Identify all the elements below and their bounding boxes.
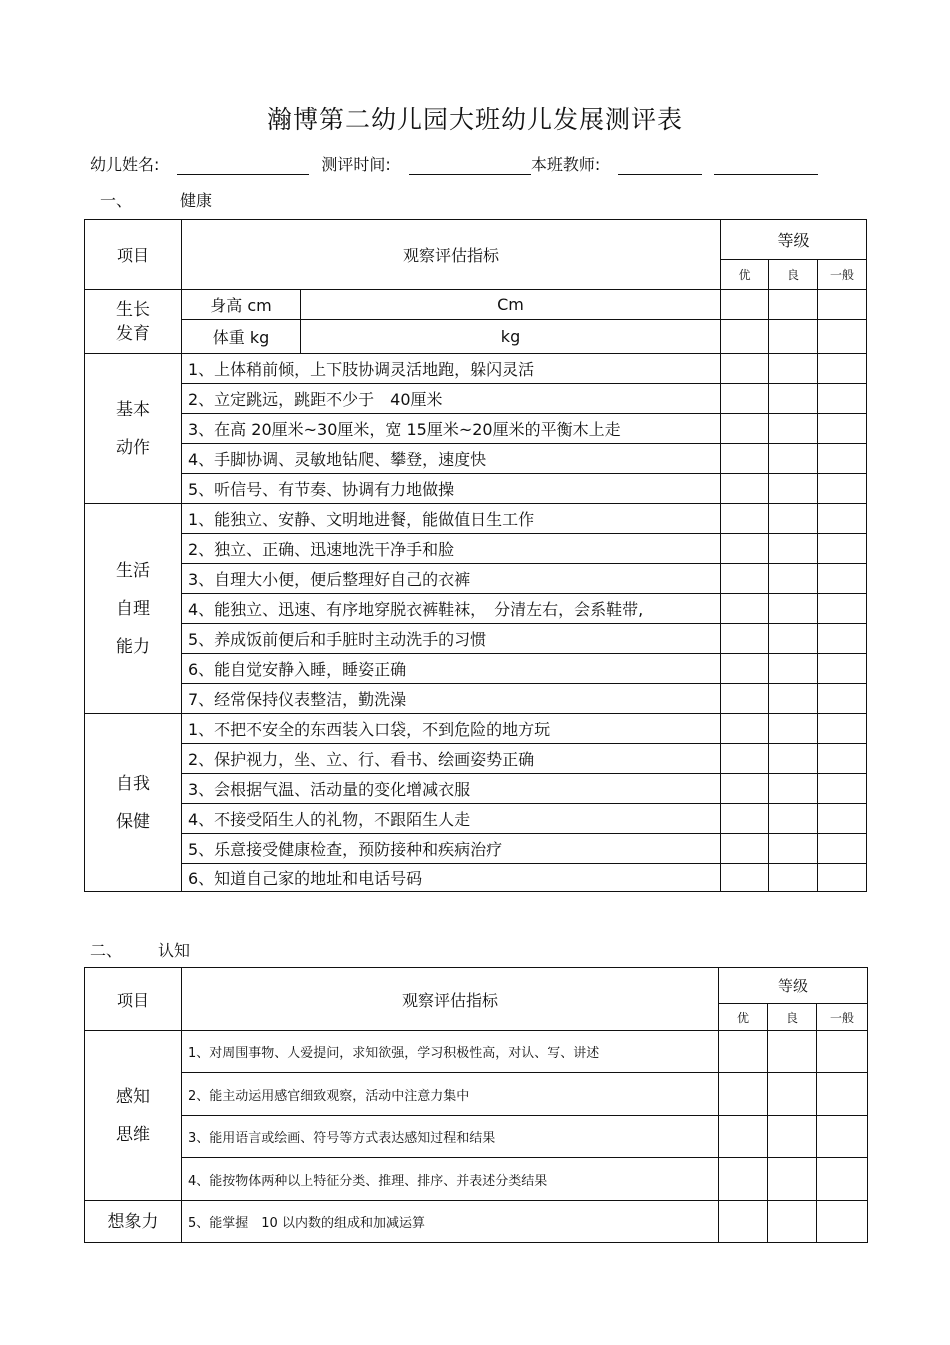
- grade-cell[interactable]: [721, 444, 769, 474]
- grade-cell[interactable]: [721, 354, 769, 384]
- grade-cell[interactable]: [818, 594, 867, 624]
- grade-cell[interactable]: [769, 504, 818, 534]
- indicator-item: 2、立定跳远，跳距不少于 40厘米: [182, 384, 721, 414]
- indicator-item: 6、知道自己家的地址和电话号码: [182, 864, 721, 892]
- grade-cell[interactable]: [818, 624, 867, 654]
- grade-cell[interactable]: [769, 834, 818, 864]
- grade-cell[interactable]: [721, 714, 769, 744]
- group-label: 自我 保健: [85, 714, 182, 892]
- grade-cell[interactable]: [769, 744, 818, 774]
- grade-excellent: 优: [719, 1004, 768, 1031]
- grade-cell[interactable]: [721, 804, 769, 834]
- indicator-item: 5、乐意接受健康检查，预防接种和疾病治疗: [182, 834, 721, 864]
- grade-cell[interactable]: [769, 624, 818, 654]
- grade-cell[interactable]: [818, 714, 867, 744]
- grade-cell[interactable]: [817, 1031, 868, 1073]
- section-1-name: 健康: [180, 191, 213, 210]
- grade-cell[interactable]: [721, 564, 769, 594]
- indicator-item: 7、经常保持仪表整洁，勤洗澡: [182, 684, 721, 714]
- group-label-growth: 生长 发育: [85, 290, 182, 354]
- grade-cell[interactable]: [768, 1073, 817, 1116]
- grade-average: 一般: [817, 1004, 868, 1031]
- grade-cell[interactable]: [721, 624, 769, 654]
- teacher-label: 本班教师:: [530, 155, 601, 174]
- grade-cell[interactable]: [769, 384, 818, 414]
- grade-cell[interactable]: [721, 504, 769, 534]
- grade-cell[interactable]: [769, 290, 818, 320]
- grade-cell[interactable]: [818, 534, 867, 564]
- grade-cell[interactable]: [769, 474, 818, 504]
- grade-cell[interactable]: [769, 594, 818, 624]
- grade-cell[interactable]: [818, 354, 867, 384]
- grade-cell[interactable]: [769, 864, 818, 892]
- eval-time-label: 测评时间:: [321, 155, 391, 174]
- indicator-item: 4、不接受陌生人的礼物，不跟陌生人走: [182, 804, 721, 834]
- grade-cell[interactable]: [768, 1031, 817, 1073]
- header-grade: 等级: [721, 220, 867, 260]
- child-name-field[interactable]: [177, 156, 309, 175]
- grade-cell[interactable]: [818, 414, 867, 444]
- indicator-item: 5、养成饭前便后和手脏时主动洗手的习惯: [182, 624, 721, 654]
- section-2-name: 认知: [158, 941, 191, 960]
- grade-cell[interactable]: [818, 384, 867, 414]
- grade-cell[interactable]: [721, 744, 769, 774]
- header-indicator: 观察评估指标: [182, 220, 721, 290]
- indicator-item: 5、能掌握 10 以内数的组成和加减运算: [182, 1201, 719, 1243]
- grade-cell[interactable]: [721, 534, 769, 564]
- grade-cell[interactable]: [721, 774, 769, 804]
- indicator-item: 4、手脚协调、灵敏地钻爬、攀登，速度快: [182, 444, 721, 474]
- grade-cell[interactable]: [818, 290, 867, 320]
- grade-cell[interactable]: [768, 1116, 817, 1158]
- grade-cell[interactable]: [769, 654, 818, 684]
- indicator-item: 4、能独立、迅速、有序地穿脱衣裤鞋袜， 分清左右，会系鞋带,: [182, 594, 721, 624]
- eval-time-field[interactable]: [409, 156, 531, 175]
- grade-cell[interactable]: [769, 444, 818, 474]
- grade-cell[interactable]: [818, 564, 867, 594]
- header-item: 项目: [85, 968, 182, 1031]
- indicator-item: 2、能主动运用感官细致观察，活动中注意力集中: [182, 1073, 719, 1116]
- grade-cell[interactable]: [769, 354, 818, 384]
- teacher-field-1[interactable]: [618, 156, 702, 175]
- indicator-item: 2、独立、正确、迅速地洗干净手和脸: [182, 534, 721, 564]
- health-table: [84, 219, 867, 892]
- grade-cell[interactable]: [817, 1201, 868, 1243]
- grade-good: 良: [769, 260, 818, 290]
- indicator-item: 2、保护视力，坐、立、行、看书、绘画姿势正确: [182, 744, 721, 774]
- grade-cell[interactable]: [769, 804, 818, 834]
- header-indicator: 观察评估指标: [182, 968, 719, 1031]
- grade-cell[interactable]: [721, 320, 769, 354]
- page-title: 瀚博第二幼儿园大班幼儿发展测评表: [266, 105, 683, 134]
- group-label: 感知 思维: [85, 1031, 182, 1201]
- grade-cell[interactable]: [769, 564, 818, 594]
- grade-excellent: 优: [721, 260, 769, 290]
- grade-cell[interactable]: [818, 774, 867, 804]
- section-2-number: 二、: [90, 941, 123, 960]
- child-name-label: 幼儿姓名:: [90, 155, 160, 174]
- grade-cell[interactable]: [721, 654, 769, 684]
- grade-cell[interactable]: [719, 1158, 768, 1201]
- header-item: 项目: [85, 220, 182, 290]
- grade-good: 良: [768, 1004, 817, 1031]
- grade-cell[interactable]: [721, 834, 769, 864]
- grade-average: 一般: [818, 260, 867, 290]
- indicator-item: 4、能按物体两种以上特征分类、推理、排序、并表述分类结果: [182, 1158, 719, 1201]
- group-label: 生活 自理 能力: [85, 504, 182, 714]
- grade-cell[interactable]: [769, 534, 818, 564]
- info-line: [90, 152, 818, 175]
- grade-cell[interactable]: [818, 654, 867, 684]
- grade-cell[interactable]: [818, 834, 867, 864]
- indicator-item: 3、会根据气温、活动量的变化增减衣服: [182, 774, 721, 804]
- grade-cell[interactable]: [721, 290, 769, 320]
- indicator-item: 1、上体稍前倾，上下肢协调灵活地跑，躲闪灵活: [182, 354, 721, 384]
- grade-cell[interactable]: [818, 320, 867, 354]
- grade-cell[interactable]: [719, 1031, 768, 1073]
- header-grade: 等级: [719, 968, 868, 1004]
- grade-cell[interactable]: [769, 714, 818, 744]
- grade-cell[interactable]: [818, 804, 867, 834]
- grade-cell[interactable]: [818, 744, 867, 774]
- grade-cell[interactable]: [721, 864, 769, 892]
- grade-cell[interactable]: [817, 1073, 868, 1116]
- teacher-field-2[interactable]: [714, 156, 818, 175]
- grade-cell[interactable]: [721, 684, 769, 714]
- grade-cell[interactable]: [719, 1116, 768, 1158]
- growth-height-unit: Cm: [301, 290, 721, 320]
- grade-cell[interactable]: [769, 774, 818, 804]
- grade-cell[interactable]: [817, 1116, 868, 1158]
- grade-cell[interactable]: [769, 684, 818, 714]
- section-1-number: 一、: [100, 191, 133, 210]
- section-2-heading: [90, 938, 190, 961]
- indicator-item: 3、能用语言或绘画、符号等方式表达感知过程和结果: [182, 1116, 719, 1158]
- indicator-item: 1、不把不安全的东西装入口袋，不到危险的地方玩: [182, 714, 721, 744]
- grade-cell[interactable]: [719, 1201, 768, 1243]
- grade-cell[interactable]: [721, 414, 769, 444]
- grade-cell[interactable]: [817, 1158, 868, 1201]
- grade-cell[interactable]: [721, 594, 769, 624]
- grade-cell[interactable]: [818, 684, 867, 714]
- indicator-item: 1、对周围事物、人爱提问，求知欲强，学习积极性高，对认、写、讲述: [182, 1031, 719, 1073]
- indicator-item: 1、能独立、安静、文明地进餐，能做值日生工作: [182, 504, 721, 534]
- section-1-heading: [100, 188, 212, 211]
- group-label: 基本 动作: [85, 354, 182, 504]
- grade-cell[interactable]: [818, 504, 867, 534]
- grade-cell[interactable]: [721, 384, 769, 414]
- group-label: 想象力: [85, 1201, 182, 1243]
- indicator-item: 3、自理大小便，便后整理好自己的衣裤: [182, 564, 721, 594]
- grade-cell[interactable]: [719, 1073, 768, 1116]
- growth-height-name: 身高 cm: [182, 290, 301, 320]
- indicator-item: 5、听信号、有节奏、协调有力地做操: [182, 474, 721, 504]
- grade-cell[interactable]: [818, 444, 867, 474]
- grade-cell[interactable]: [769, 414, 818, 444]
- cognition-table: [84, 967, 868, 1243]
- grade-cell[interactable]: [768, 1158, 817, 1201]
- grade-cell[interactable]: [818, 474, 867, 504]
- growth-weight-unit: kg: [301, 320, 721, 354]
- growth-weight-name: 体重 kg: [182, 320, 301, 354]
- grade-cell[interactable]: [721, 474, 769, 504]
- grade-cell[interactable]: [768, 1201, 817, 1243]
- grade-cell[interactable]: [769, 320, 818, 354]
- indicator-item: 6、能自觉安静入睡，睡姿正确: [182, 654, 721, 684]
- indicator-item: 3、在高 20厘米~30厘米，宽 15厘米~20厘米的平衡木上走: [182, 414, 721, 444]
- grade-cell[interactable]: [818, 864, 867, 892]
